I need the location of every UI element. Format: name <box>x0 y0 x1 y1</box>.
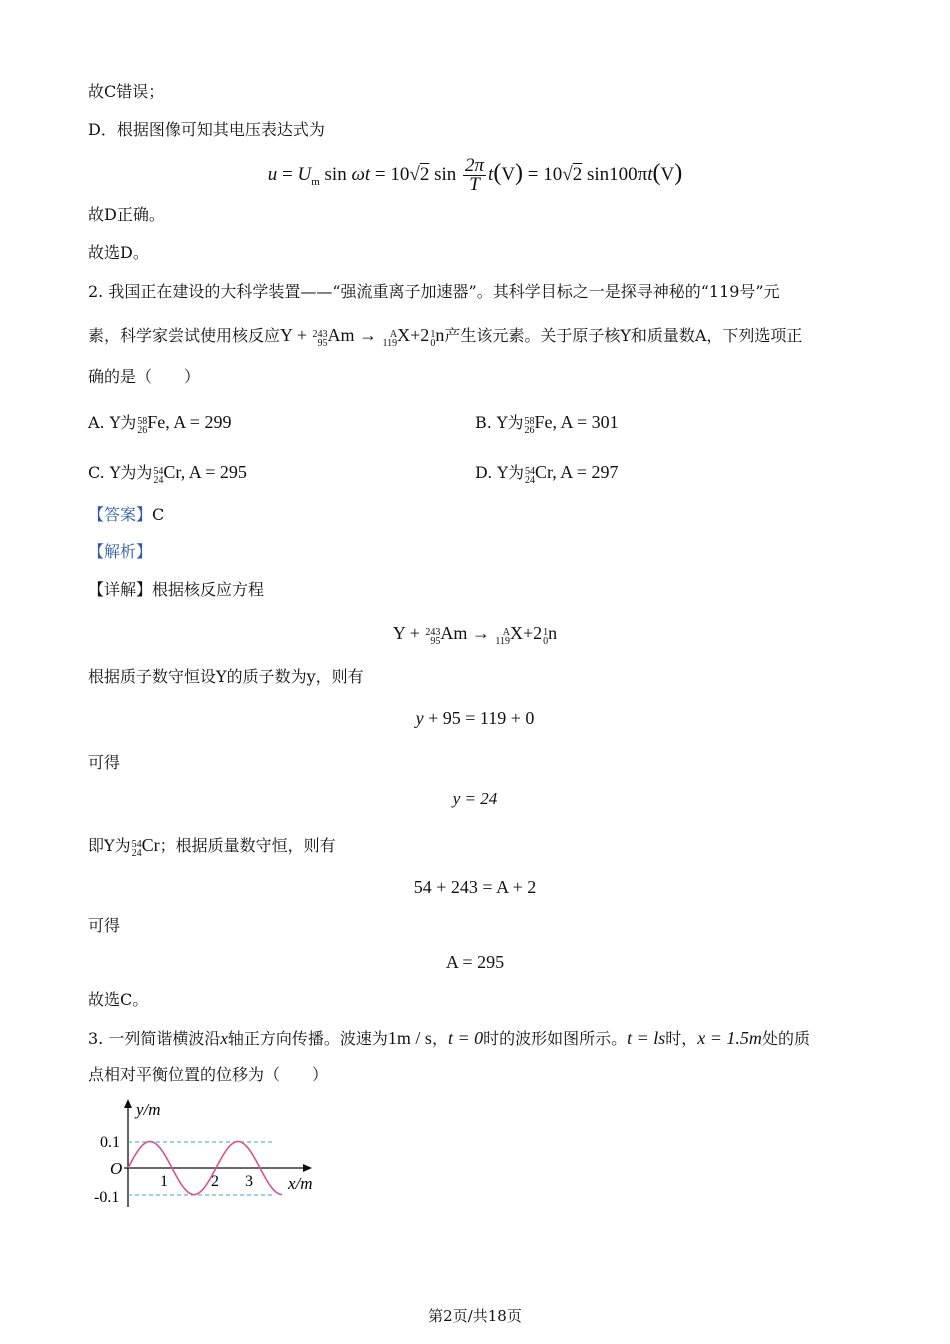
q2-line2: 素，科学家尝试使用核反应Y + 243 95 Am → A 119 X+2 1 0 n产生该元素。关于原子核Y和质量数A，下列选项正 <box>88 325 803 349</box>
q3-line1: 3. 一列简谐横波沿x轴正方向传播。波速为1m / s，t = 0时的波形如图所示。t = ls时，x = 1.5m处的质 <box>88 1028 810 1048</box>
option-a[interactable]: A. Y为 58 26 Fe, A = 299 <box>88 412 232 436</box>
x-axis-arrow <box>303 1164 312 1172</box>
x-tick-3: 3 <box>245 1173 253 1190</box>
y-axis-arrow <box>124 1099 132 1108</box>
line-d-intro: D．根据图像可知其电压表达式为 <box>88 120 325 139</box>
line-c-wrong: 故C错误； <box>88 82 165 101</box>
line-d-correct: 故D正确。 <box>88 205 165 224</box>
page-footer: 第2页/共18页 <box>428 1307 522 1325</box>
proton-equation: y + 95 = 119 + 0 <box>415 708 535 728</box>
option-d[interactable]: D. Y为 54 24 Cr, A = 297 <box>475 462 619 486</box>
y-pos-label: 0.1 <box>100 1134 120 1151</box>
a-result: A = 295 <box>445 952 505 972</box>
analysis-label: 【解析】 <box>88 542 153 561</box>
proton-text: 根据质子数守恒设Y的质子数为y，则有 <box>88 667 364 686</box>
y-result: y = 24 <box>452 789 498 808</box>
option-c[interactable]: C. Y为为 54 24 Cr, A = 295 <box>88 462 247 486</box>
q3-line2: 点相对平衡位置的位移为（ ） <box>88 1065 329 1084</box>
y-is-cr-line: 即Y为 54 24 Cr；根据质量数守恒，则有 <box>88 835 336 859</box>
wave-figure <box>88 1095 328 1215</box>
x-tick-1: 1 <box>160 1173 168 1190</box>
y-neg-label: -0.1 <box>94 1189 120 1206</box>
q2-line3: 确的是（ ） <box>88 367 201 386</box>
mass-equation: 54 + 243 = A + 2 <box>413 877 537 897</box>
option-b[interactable]: B. Y为 58 26 Fe, A = 301 <box>475 412 619 436</box>
origin-label: O <box>110 1159 123 1178</box>
line-choose-d: 故选D。 <box>88 243 149 262</box>
kede-1: 可得 <box>88 753 121 772</box>
detail-line: 【详解】根据核反应方程 <box>88 580 265 599</box>
voltage-equation: $u = U_m$ sin ωt = 10√2 sin $\frac{2\pi}{T}$ t(V) = 10√2 sin100πt(V) <box>267 155 683 196</box>
kede-2: 可得 <box>88 916 121 935</box>
q2-line1: 2. 我国正在建设的大科学装置——“强流重离子加速器”。其科学目标之一是探寻神秘的“119号”元 <box>88 282 780 301</box>
x-tick-2: 2 <box>211 1173 219 1190</box>
nuclear-equation: Y + 243 95 Am → A 119 X+2 1 0 n <box>392 623 558 647</box>
line-choose-c: 故选C。 <box>88 990 149 1009</box>
x-axis-label: x/m <box>288 1174 313 1193</box>
y-axis-label: y/m <box>136 1100 161 1119</box>
two-pi-over-t: $\frac{2\pi}{T}$ <box>465 155 485 196</box>
answer-line: 【答案】C <box>88 505 165 524</box>
